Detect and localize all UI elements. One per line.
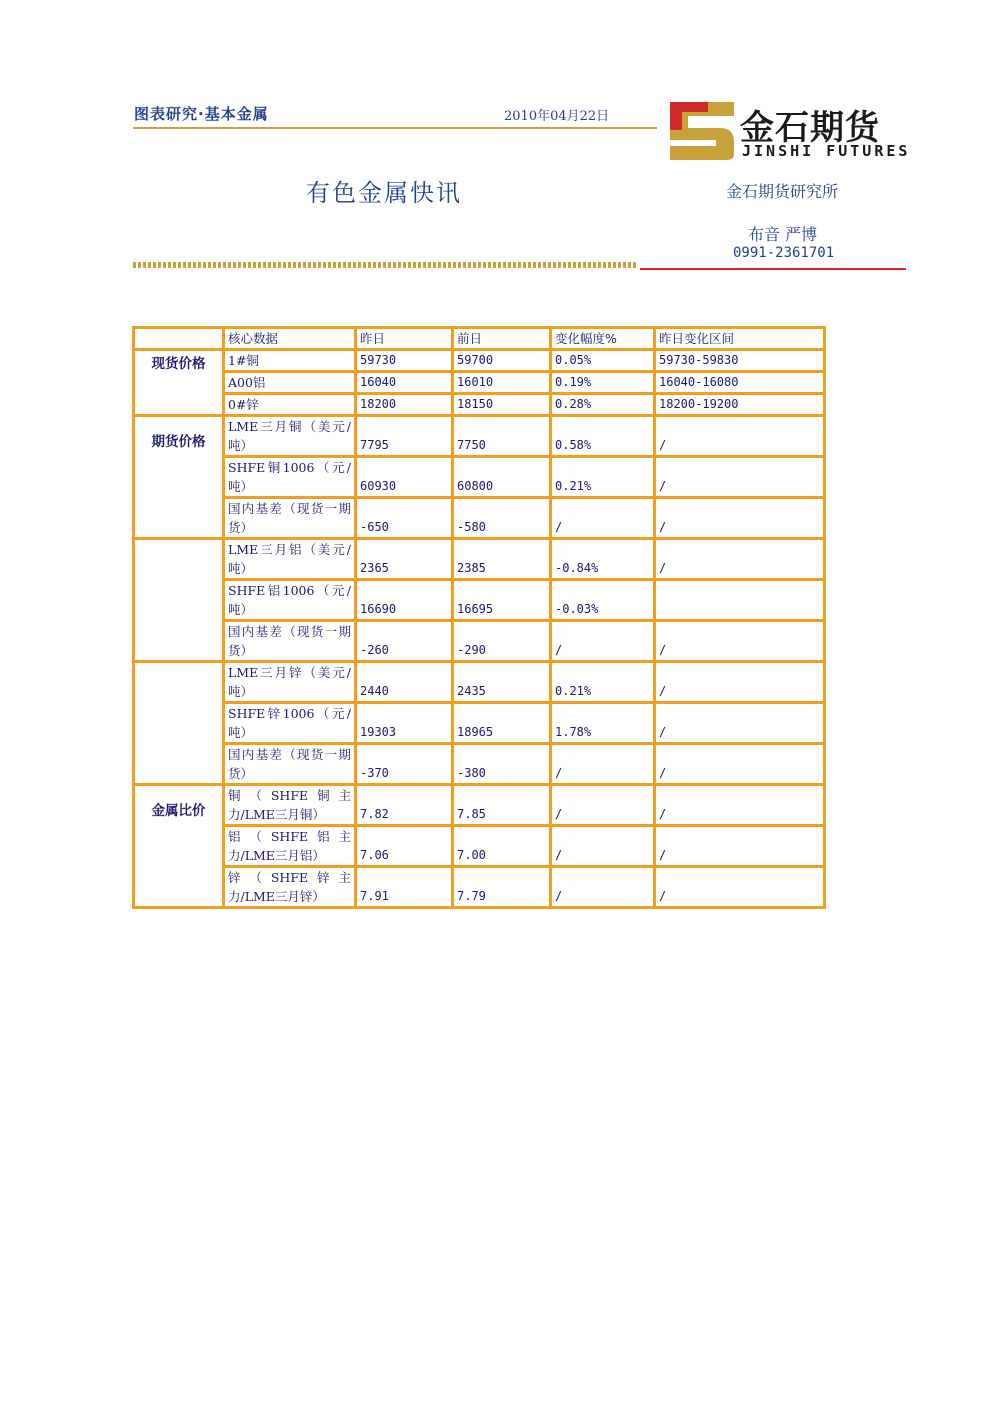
yesterday-value: 7.06 (356, 826, 453, 867)
table-row (134, 498, 825, 539)
metals-data-table (132, 326, 826, 909)
range-value: / (655, 498, 825, 539)
logo-english-text: JINSHI FUTURES (742, 142, 911, 160)
category-cell: 金属比价 (134, 785, 224, 908)
table-row (134, 394, 825, 416)
table-row (134, 785, 825, 826)
header-divider (133, 127, 657, 129)
column-header (134, 328, 224, 350)
range-value: / (655, 703, 825, 744)
table-header-row (134, 328, 825, 350)
range-value: / (655, 867, 825, 908)
range-value: 18200-19200 (655, 394, 825, 416)
category-cell: 现货价格 (134, 350, 224, 416)
previous-value: 18150 (453, 394, 551, 416)
previous-value: 59700 (453, 350, 551, 372)
item-cell: 铜（SHFE铜主力/LME三月铜） (224, 785, 356, 826)
table-row (134, 539, 825, 580)
table-row (134, 580, 825, 621)
yesterday-value: 7.82 (356, 785, 453, 826)
previous-value: -380 (453, 744, 551, 785)
yesterday-value: 7.91 (356, 867, 453, 908)
yesterday-value: 2365 (356, 539, 453, 580)
item-cell: SHFE铝1006（元/吨） (224, 580, 356, 621)
item-cell: LME三月锌（美元/吨） (224, 662, 356, 703)
change-percent: / (551, 744, 655, 785)
column-header: 变化幅度% (551, 328, 655, 350)
previous-value: -290 (453, 621, 551, 662)
range-value: / (655, 662, 825, 703)
range-value: 59730-59830 (655, 350, 825, 372)
table-row (134, 416, 825, 457)
range-value: / (655, 539, 825, 580)
column-header: 昨日 (356, 328, 453, 350)
previous-value: 18965 (453, 703, 551, 744)
previous-value: -580 (453, 498, 551, 539)
change-percent: 0.58% (551, 416, 655, 457)
yesterday-value: 18200 (356, 394, 453, 416)
yesterday-value: -260 (356, 621, 453, 662)
item-cell: 国内基差（现货一期货） (224, 744, 356, 785)
table-row (134, 621, 825, 662)
yesterday-value: 60930 (356, 457, 453, 498)
change-percent: / (551, 867, 655, 908)
change-percent: -0.84% (551, 539, 655, 580)
change-percent: 1.78% (551, 703, 655, 744)
column-header: 核心数据 (224, 328, 356, 350)
yesterday-value: -650 (356, 498, 453, 539)
red-divider (640, 268, 906, 270)
item-cell: 铝（SHFE铝主力/LME三月铝） (224, 826, 356, 867)
logo-chinese-text: 金石期货 (740, 108, 880, 148)
previous-value: 16695 (453, 580, 551, 621)
change-percent: 0.28% (551, 394, 655, 416)
category-cell: 期货价格 (134, 416, 224, 539)
report-category: 图表研究·基本金属 (134, 105, 269, 123)
item-cell: 1#铜 (224, 350, 356, 372)
change-percent: 0.21% (551, 457, 655, 498)
item-cell: 国内基差（现货一期货） (224, 621, 356, 662)
item-cell: LME三月铝（美元/吨） (224, 539, 356, 580)
yesterday-value: 16690 (356, 580, 453, 621)
table-row (134, 662, 825, 703)
item-cell: A00铝 (224, 372, 356, 394)
yesterday-value: 19303 (356, 703, 453, 744)
yesterday-value: 7795 (356, 416, 453, 457)
previous-value: 16010 (453, 372, 551, 394)
table-row (134, 744, 825, 785)
previous-value: 60800 (453, 457, 551, 498)
report-title: 有色金属快讯 (306, 179, 462, 207)
change-percent: / (551, 498, 655, 539)
range-value: / (655, 416, 825, 457)
yesterday-value: 2440 (356, 662, 453, 703)
table-row (134, 703, 825, 744)
column-header: 昨日变化区间 (655, 328, 825, 350)
yesterday-value: 16040 (356, 372, 453, 394)
category-cell (134, 662, 224, 785)
previous-value: 7750 (453, 416, 551, 457)
item-cell: 0#锌 (224, 394, 356, 416)
column-header: 前日 (453, 328, 551, 350)
item-cell: SHFE铜1006（元/吨） (224, 457, 356, 498)
range-value: / (655, 621, 825, 662)
range-value: / (655, 826, 825, 867)
report-date: 2010年04月22日 (504, 109, 610, 124)
category-cell (134, 539, 224, 662)
change-percent: 0.19% (551, 372, 655, 394)
contact-phone: 0991-2361701 (733, 245, 835, 261)
item-cell: 国内基差（现货一期货） (224, 498, 356, 539)
decorative-divider (133, 262, 638, 268)
yesterday-value: 59730 (356, 350, 453, 372)
item-cell: 锌（SHFE锌主力/LME三月锌） (224, 867, 356, 908)
range-value: 16040-16080 (655, 372, 825, 394)
range-value: / (655, 744, 825, 785)
previous-value: 2435 (453, 662, 551, 703)
previous-value: 7.85 (453, 785, 551, 826)
change-percent: -0.03% (551, 580, 655, 621)
table-row (134, 826, 825, 867)
previous-value: 7.79 (453, 867, 551, 908)
institute-name: 金石期货研究所 (726, 182, 839, 201)
author-names: 布音 严博 (748, 225, 818, 244)
yesterday-value: -370 (356, 744, 453, 785)
previous-value: 7.00 (453, 826, 551, 867)
change-percent: / (551, 621, 655, 662)
table-row (134, 372, 825, 394)
range-value (655, 580, 825, 621)
range-value: / (655, 457, 825, 498)
change-percent: 0.05% (551, 350, 655, 372)
table-row (134, 867, 825, 908)
change-percent: 0.21% (551, 662, 655, 703)
range-value: / (655, 785, 825, 826)
change-percent: / (551, 785, 655, 826)
item-cell: SHFE锌1006（元/吨） (224, 703, 356, 744)
change-percent: / (551, 826, 655, 867)
previous-value: 2385 (453, 539, 551, 580)
table-row (134, 350, 825, 372)
table-row (134, 457, 825, 498)
item-cell: LME三月铜（美元/吨） (224, 416, 356, 457)
